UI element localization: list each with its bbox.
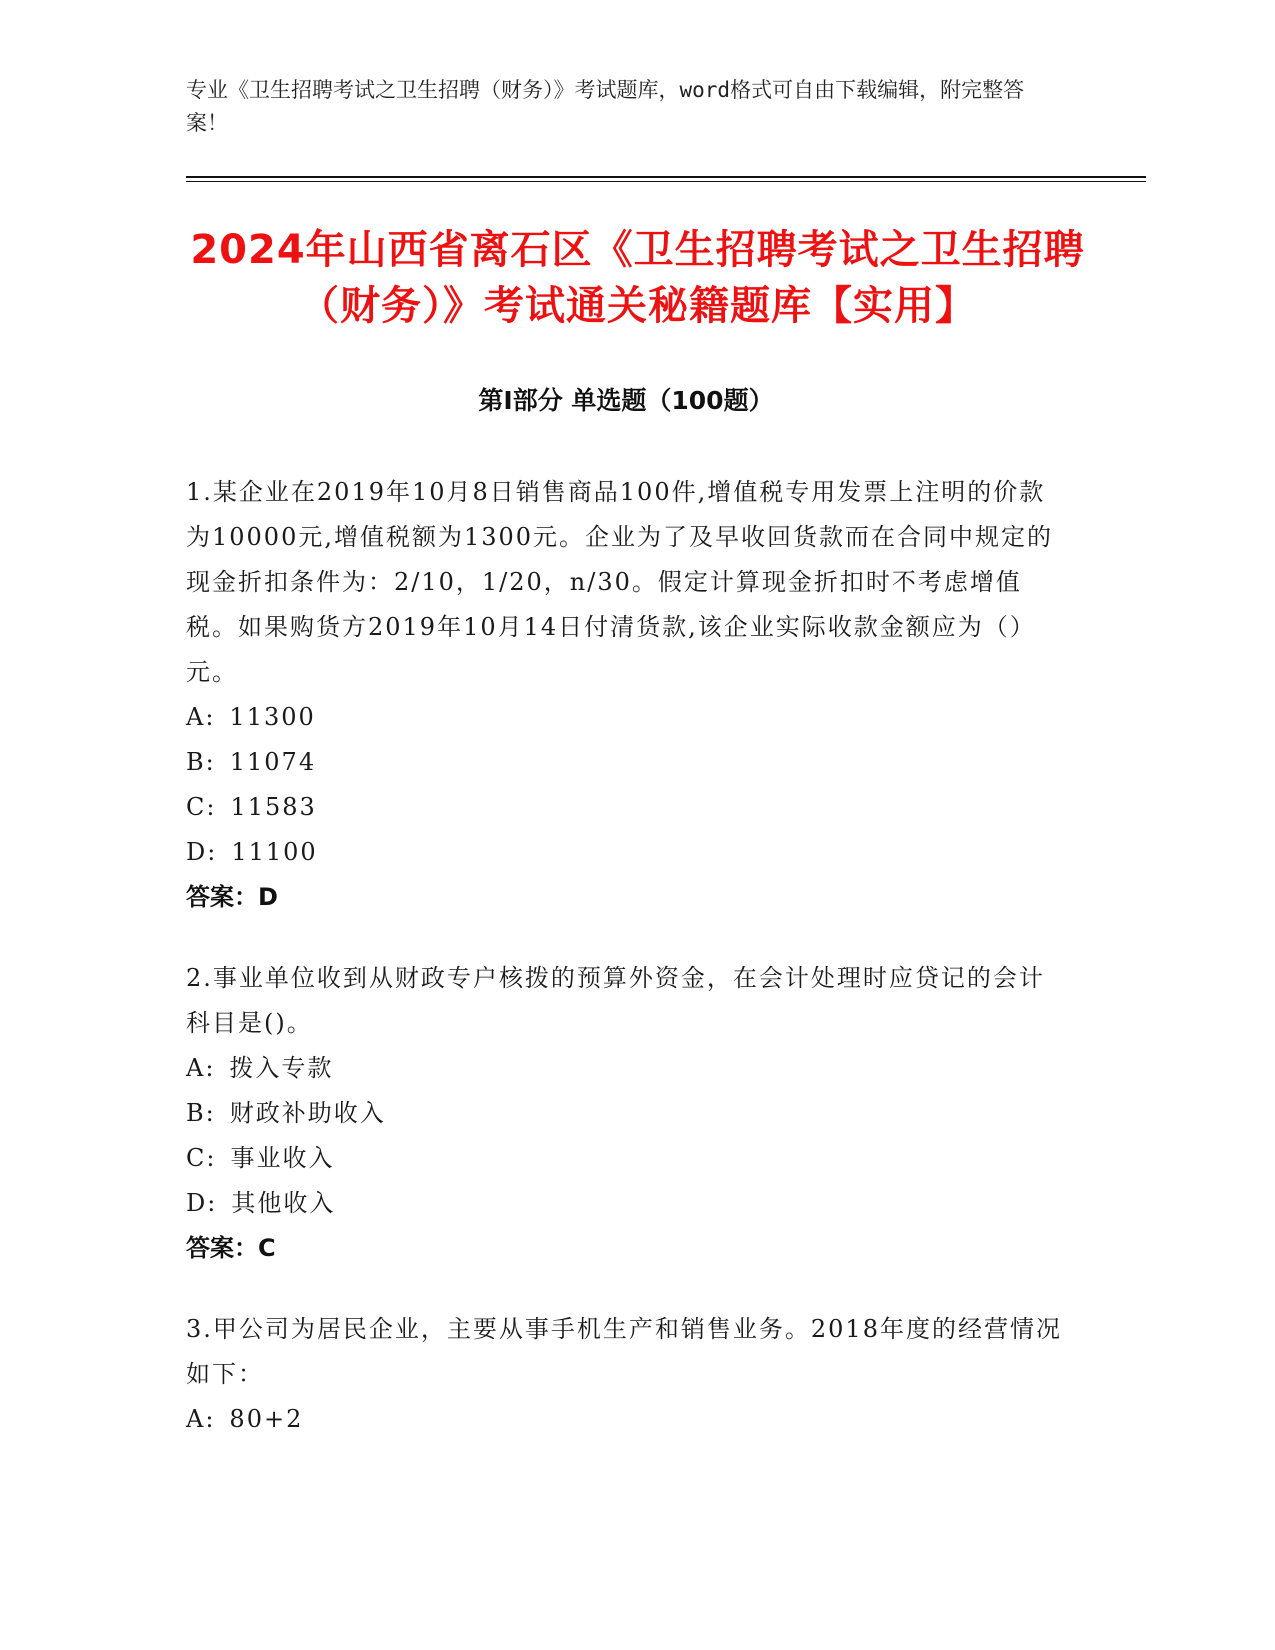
option-text: 拨入专款 <box>229 1054 334 1082</box>
header-divider-thin <box>186 181 1146 182</box>
option-letter: A: <box>186 1054 216 1082</box>
answer-line: 答案：C <box>186 1234 276 1262</box>
question-stem: 2.事业单位收到从财政专户核拨的预算外资金，在会计处理时应贷记的会计科目是()。 <box>186 964 1045 1037</box>
section-heading: 第I部分 单选题（100题） <box>478 386 774 415</box>
option-text: 其他收入 <box>231 1189 336 1217</box>
question-1 <box>186 470 1066 920</box>
option-d <box>186 830 1066 875</box>
question-stem: 1.某企业在2019年10月8日销售商品100件,增值税专用发票上注明的价款为10000元,增值税额为1300元。企业为了及早收回货款而在合同中规定的现金折扣条件为：2/10，1/20，n/30。假定计算现金折扣时不考虑增值税。如果购货方2019年10月14日付清货款,该企业实际收款金额应为（）元。 <box>186 478 1054 686</box>
option-text: 财政补助收入 <box>229 1099 386 1127</box>
option-letter: A: <box>186 1405 216 1433</box>
option-text: 11300 <box>229 703 316 731</box>
answer-line: 答案：D <box>186 883 278 911</box>
header-divider-thick <box>186 176 1146 178</box>
document-title: 2024年山西省离石区《卫生招聘考试之卫生招聘（财务）》考试通关秘籍题库【实用】 <box>190 227 1085 329</box>
option-text: 11583 <box>230 793 317 821</box>
option-text: 11100 <box>231 838 318 866</box>
option-letter: A: <box>186 703 216 731</box>
header-note: 专业《卫生招聘考试之卫生招聘（财务）》考试题库，word格式可自由下载编辑，附完整答案！ <box>186 78 1025 135</box>
option-letter: C: <box>186 1144 217 1172</box>
option-letter: C: <box>186 793 217 821</box>
question-list <box>186 470 1066 1478</box>
option-text: 80+2 <box>229 1405 304 1433</box>
question-3 <box>186 1307 1066 1442</box>
option-text: 11074 <box>229 748 317 776</box>
option-a <box>186 695 1066 740</box>
option-c <box>186 1136 1066 1181</box>
option-a <box>186 1046 1066 1091</box>
option-d <box>186 1181 1066 1226</box>
question-2 <box>186 956 1066 1271</box>
option-letter: B: <box>186 748 216 776</box>
option-b <box>186 1091 1066 1136</box>
question-stem: 3.甲公司为居民企业，主要从事手机生产和销售业务。2018年度的经营情况如下： <box>186 1315 1062 1388</box>
option-letter: D: <box>186 1189 218 1217</box>
option-text: 事业收入 <box>230 1144 335 1172</box>
option-b <box>186 740 1066 785</box>
option-letter: D: <box>186 838 218 866</box>
option-letter: B: <box>186 1099 216 1127</box>
option-c <box>186 785 1066 830</box>
option-a <box>186 1397 1066 1442</box>
